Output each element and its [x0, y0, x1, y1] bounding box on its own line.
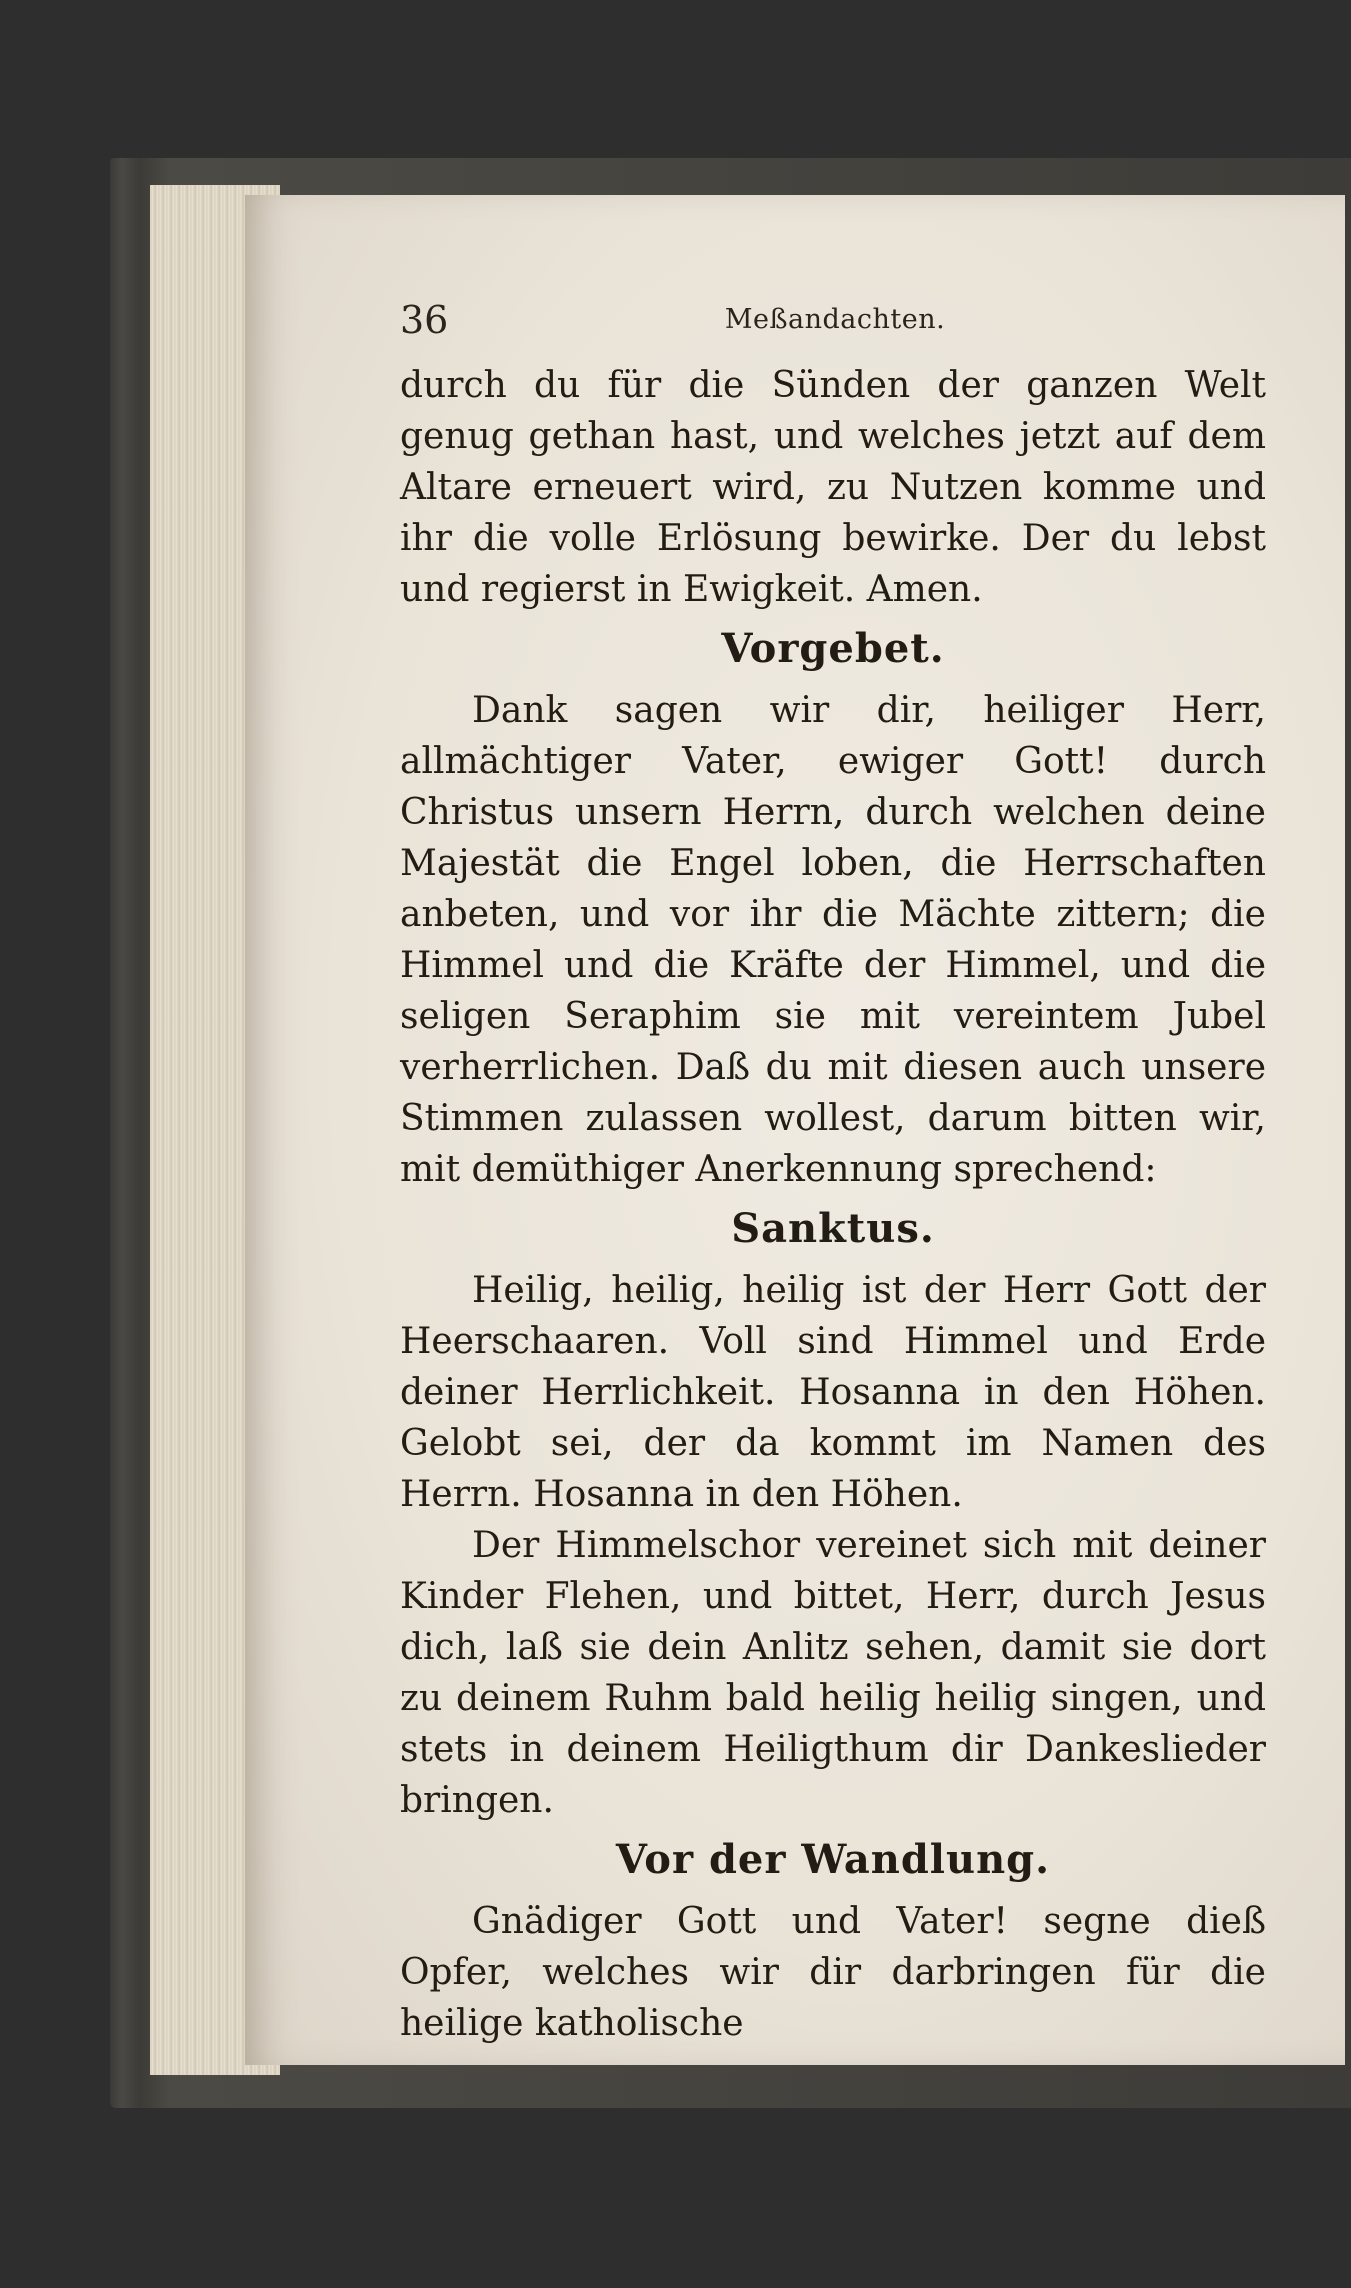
paragraph-himmelschor: Der Himmelschor vereinet sich mit deiner Kinder Flehen, und bittet, Herr, durch Jesus dich, laß sie dein Anlitz sehen, damit sie dort zu deinem Ruhm bald heilig heilig singen, und stets in deinem Heiligthum dir Dankeslieder bringen. [400, 1525, 1266, 1821]
paragraph-continuation: durch du für die Sünden der ganzen Welt genug gethan hast, und welches jetzt auf dem Altare erneuert wird, zu Nutzen komme und ihr die volle Erlösung bewirke. Der du lebst und regierst in Ewigkeit. Amen. [400, 365, 1266, 610]
heading-sanktus: Sanktus. [731, 1205, 935, 1252]
page-number: 36 [400, 298, 449, 342]
page-text [400, 360, 1266, 2049]
running-head: Meßandachten. [724, 304, 946, 335]
heading-vor-der-wandlung: Vor der Wandlung. [615, 1836, 1051, 1883]
heading-vorgebet: Vorgebet. [721, 625, 945, 672]
paragraph-wandlung: Gnädiger Gott und Vater! segne dieß Opfer, welches wir dir darbringen für die heilige katholische [400, 1901, 1266, 2044]
page-header [400, 298, 1270, 348]
paragraph-sanktus: Heilig, heilig, heilig ist der Herr Gott der Heerschaaren. Voll sind Himmel und Erde deiner Herrlichkeit. Hosanna in den Höhen. Gelobt sei, der da kommt im Namen des Herrn. Hosanna in den Höhen. [400, 1270, 1266, 1515]
paragraph-vorgebet: Dank sagen wir dir, heiliger Herr, allmächtiger Vater, ewiger Gott! durch Christus unsern Herrn, durch welchen deine Majestät die Engel loben, die Herrschaften anbeten, und vor ihr die Mächte zittern; die Himmel und die Kräfte der Himmel, und die seligen Seraphim sie mit vereintem Jubel verherrlichen. Daß du mit diesen auch unsere Stimmen zulassen wollest, darum bitten wir, mit demüthiger Anerkennung sprechend: [400, 690, 1266, 1190]
